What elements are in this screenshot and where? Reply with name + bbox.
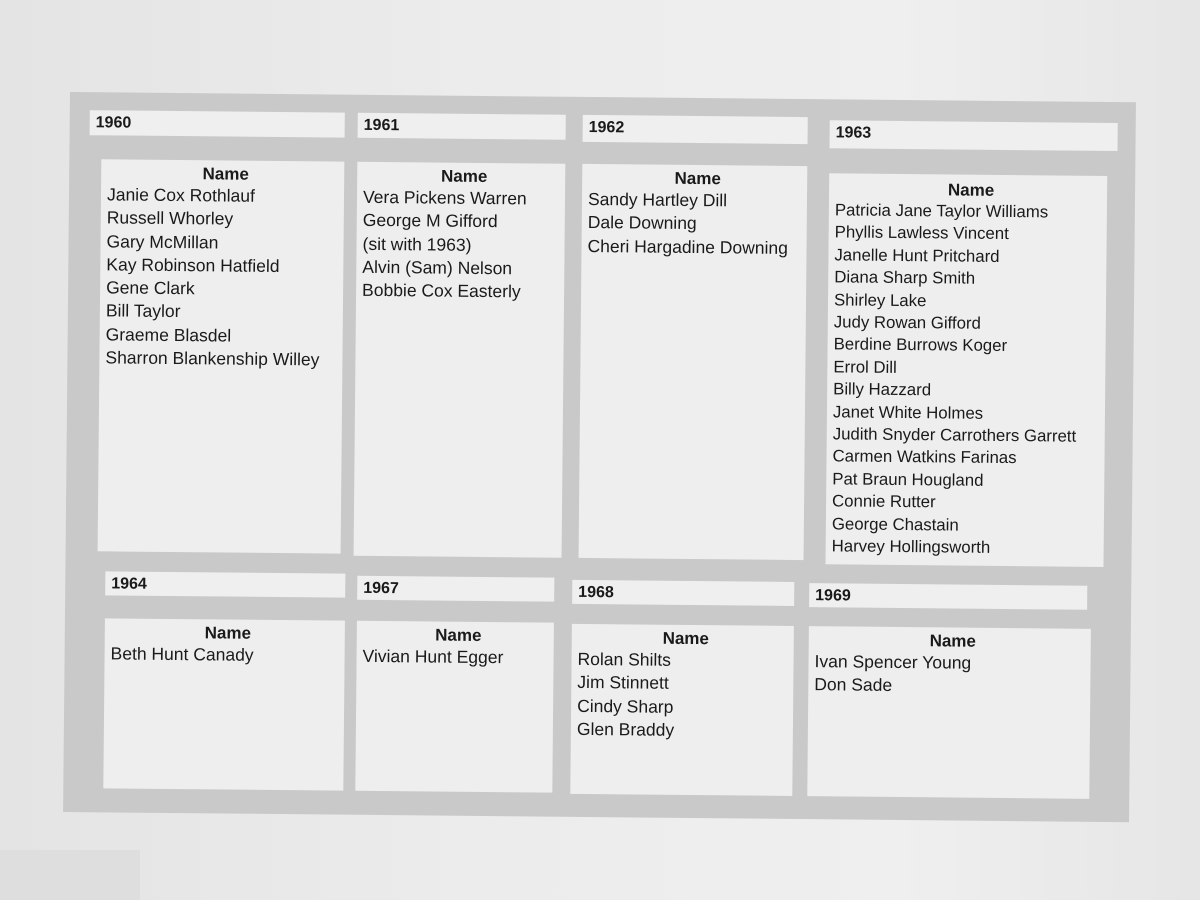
name-header: Name bbox=[204, 623, 252, 643]
list-item: Sandy Hartley Dill bbox=[587, 188, 728, 211]
list-item: Patricia Jane Taylor Williams bbox=[834, 200, 1049, 222]
list-item: Rolan Shilts bbox=[577, 648, 672, 670]
list-item: Harvey Hollingsworth bbox=[831, 536, 991, 557]
list-item: Alvin (Sam) Nelson bbox=[362, 256, 513, 279]
list-item: Dale Downing bbox=[587, 212, 697, 234]
list-item: Phyllis Lawless Vincent bbox=[834, 222, 1009, 244]
list-item: Errol Dill bbox=[833, 357, 897, 377]
year-label-1968: 1968 bbox=[572, 580, 794, 606]
list-item: Connie Rutter bbox=[832, 491, 936, 512]
year-label-1969: 1969 bbox=[809, 583, 1087, 610]
year-label-1960: 1960 bbox=[90, 110, 345, 137]
list-item: (sit with 1963) bbox=[362, 233, 472, 255]
name-list bbox=[832, 199, 1107, 560]
year-label-1963: 1963 bbox=[829, 120, 1117, 151]
list-item: Janelle Hunt Pritchard bbox=[834, 245, 1000, 266]
name-cell-1961 bbox=[354, 162, 566, 558]
page-corner-shadow bbox=[0, 850, 140, 900]
name-list bbox=[362, 186, 565, 304]
list-item: Ivan Spencer Young bbox=[814, 651, 972, 673]
list-item: Bobbie Cox Easterly bbox=[362, 280, 521, 302]
list-item: Don Sade bbox=[814, 674, 893, 696]
name-list bbox=[362, 645, 553, 670]
name-header: Name bbox=[662, 628, 710, 649]
list-item: Graeme Blasdel bbox=[105, 324, 232, 346]
name-list bbox=[814, 650, 1090, 699]
year-label-1961: 1961 bbox=[358, 113, 566, 140]
name-list bbox=[587, 188, 807, 260]
year-label-1964: 1964 bbox=[105, 571, 345, 597]
list-item: Gene Clark bbox=[106, 277, 195, 299]
class-roster-table bbox=[63, 92, 1136, 822]
name-list bbox=[577, 648, 794, 743]
list-item: George Chastain bbox=[831, 514, 959, 535]
name-cell-1960 bbox=[98, 159, 345, 553]
name-cell-1967 bbox=[355, 621, 554, 793]
list-item: Judith Snyder Carrothers Garrett bbox=[832, 424, 1077, 446]
list-item: Glen Braddy bbox=[576, 718, 675, 740]
list-item: Berdine Burrows Koger bbox=[833, 334, 1008, 356]
name-cell-1962 bbox=[579, 164, 808, 560]
list-item: Judy Rowan Gifford bbox=[833, 312, 981, 333]
name-cell-1964 bbox=[103, 618, 345, 790]
name-cell-1963 bbox=[826, 173, 1108, 567]
year-label-1967: 1967 bbox=[357, 576, 554, 602]
list-item: George M Gifford bbox=[362, 210, 498, 232]
list-item: Vera Pickens Warren bbox=[362, 186, 527, 209]
list-item: Gary McMillan bbox=[106, 230, 219, 253]
list-item: Shirley Lake bbox=[833, 289, 927, 310]
list-item: Jim Stinnett bbox=[577, 672, 669, 694]
list-item: Billy Hazzard bbox=[833, 379, 932, 400]
list-item: Diana Sharp Smith bbox=[834, 267, 976, 288]
name-header: Name bbox=[435, 625, 482, 645]
list-item: Pat Braun Hougland bbox=[832, 469, 984, 490]
year-label-1962: 1962 bbox=[583, 115, 808, 144]
list-item: Cheri Hargadine Downing bbox=[587, 235, 789, 258]
list-item: Bill Taylor bbox=[105, 300, 181, 322]
list-item: Sharron Blankenship Willey bbox=[105, 347, 320, 370]
name-header: Name bbox=[202, 164, 249, 184]
name-list bbox=[110, 642, 344, 668]
list-item: Janie Cox Rothlauf bbox=[106, 184, 255, 206]
list-item: Russell Whorley bbox=[106, 207, 234, 229]
name-header: Name bbox=[440, 166, 488, 187]
name-header: Name bbox=[929, 631, 977, 651]
list-item: Vivian Hunt Egger bbox=[362, 645, 504, 668]
name-header: Name bbox=[947, 180, 995, 200]
name-header: Name bbox=[674, 168, 721, 189]
name-cell-1968 bbox=[570, 624, 794, 796]
name-list bbox=[105, 183, 344, 372]
list-item: Janet White Holmes bbox=[832, 401, 984, 423]
list-item: Carmen Watkins Farinas bbox=[832, 446, 1017, 468]
name-cell-1969 bbox=[807, 626, 1091, 799]
list-item: Kay Robinson Hatfield bbox=[106, 254, 280, 276]
list-item: Cindy Sharp bbox=[577, 695, 674, 717]
list-item: Beth Hunt Canady bbox=[110, 643, 254, 665]
